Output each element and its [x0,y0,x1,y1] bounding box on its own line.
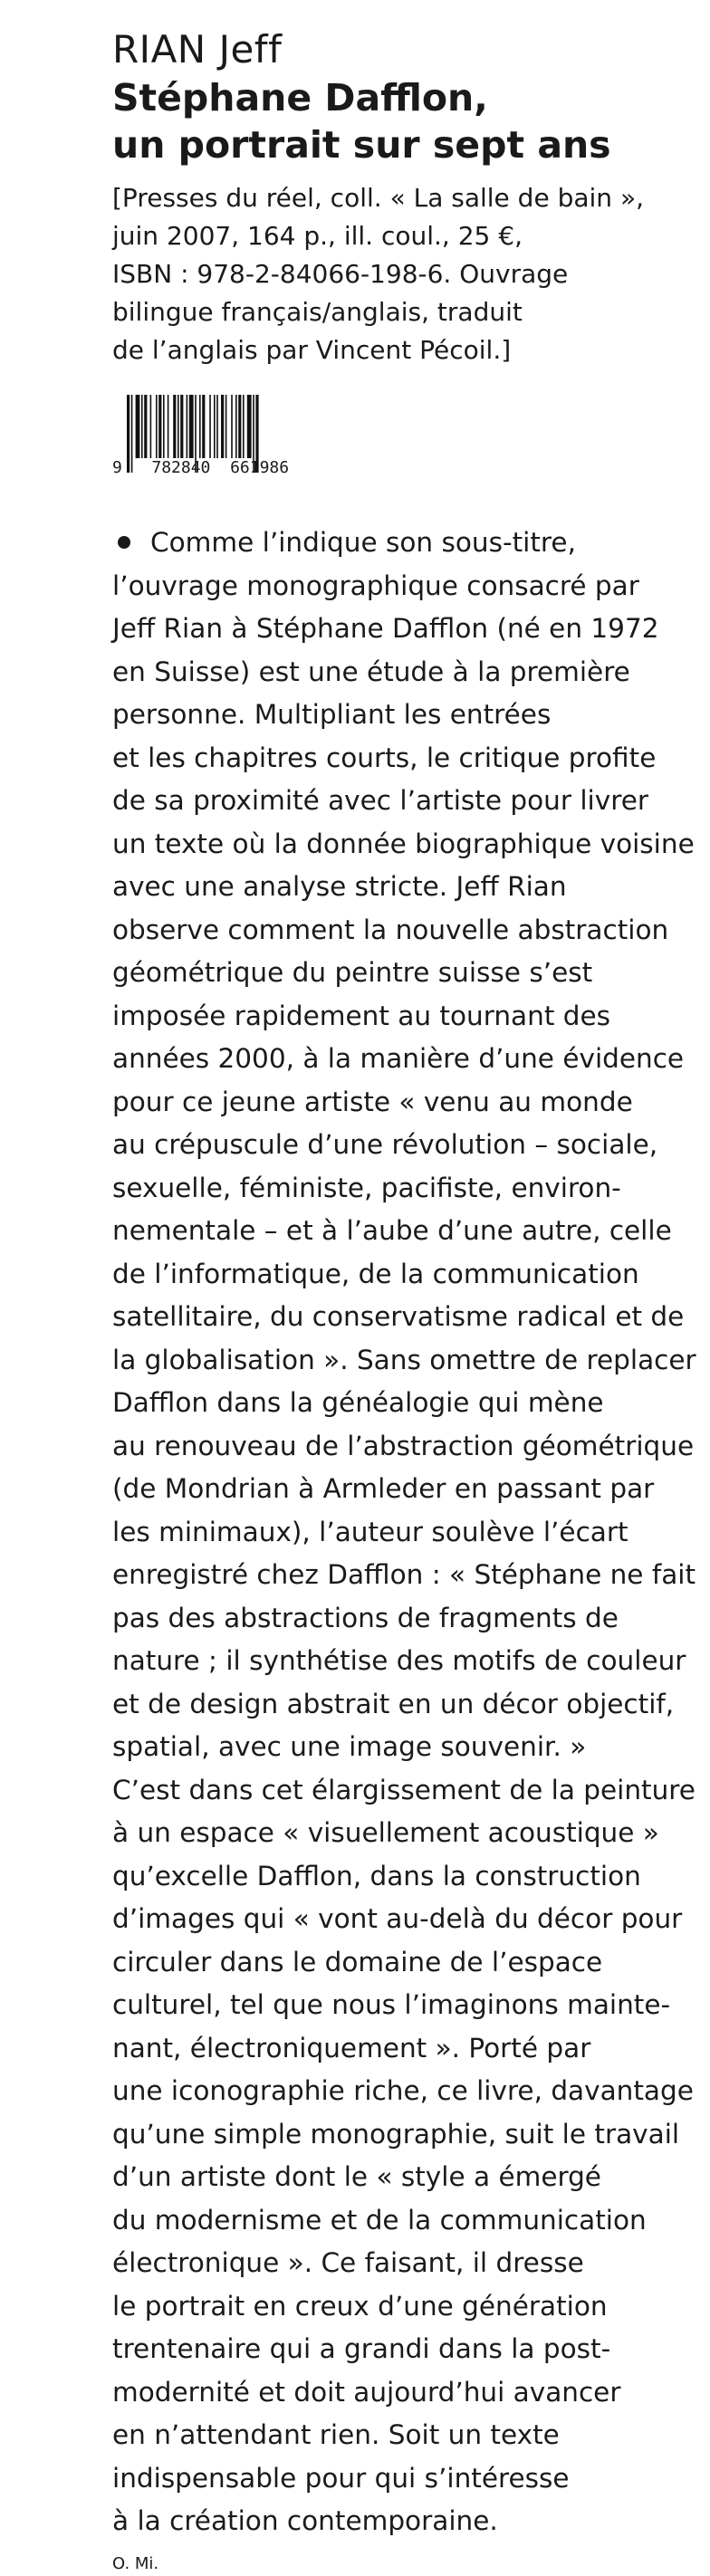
barcode-bar [202,395,205,458]
barcode-bar [225,395,227,458]
body-line [112,1081,692,1125]
meta-line: bilingue français/anglais, traduit [112,297,523,327]
body-line-text: de sa proximité avec l’artiste pour livrer [112,785,648,816]
body-line [112,780,692,823]
body-line-text: indispensable pour qui s’intéresse [112,2462,570,2494]
body-line [112,694,692,737]
body-line [112,2070,692,2113]
body-line [112,2027,692,2071]
body-line [112,737,692,780]
barcode-bar [158,395,161,458]
review-body [112,522,696,2543]
barcode-bar [141,395,143,458]
body-line-text: une iconographie riche, ce livre, davantage [112,2075,694,2106]
body-line-text: circuler dans le domaine de l’espace [112,1946,603,1977]
body-line [112,2113,692,2157]
barcode-bar [180,395,183,458]
body-line-text: en n’attendant rien. Soit un texte [112,2419,560,2450]
body-line-text: culturel, tel que nous l’imaginons mainte- [112,1989,671,2020]
body-line-text: qu’une simple monographie, suit le travail [112,2118,680,2150]
barcode-digits [112,458,289,478]
body-line [112,1167,692,1211]
body-line [112,1640,692,1683]
body-line [112,2457,692,2501]
body-line-text: nant, électroniquement ». Porté par [112,2032,591,2064]
body-line-text: un texte où la donnée biographique voisine [112,828,695,859]
barcode-bar [231,395,233,458]
body-line-text: satellitaire, du conservatisme radical et de [112,1301,685,1332]
body-line-text: qu’excelle Dafflon, dans la construction [112,1860,641,1891]
body-line [112,1597,692,1641]
body-line [112,2156,692,2199]
body-line [112,866,692,909]
body-line [112,651,692,694]
barcode-bar [156,395,158,458]
body-line-text: et les chapitres courts, le critique profite [112,742,657,773]
body-line [112,995,692,1039]
body-line-text: pas des abstractions de fragments de [112,1602,619,1633]
barcode-bar [189,395,194,458]
body-line [112,1683,692,1727]
barcode-bar [150,395,152,458]
body-line [112,522,692,565]
body-line [112,1038,692,1081]
body-line [112,2414,692,2457]
meta-line: juin 2007, 164 p., ill. coul., 25 €, [112,221,523,251]
body-line-text: avec une analyse stricte. Jeff Rian [112,871,567,902]
barcode-bar [199,395,201,458]
bullet-icon [118,536,130,549]
barcode-group-2: 661986 [230,458,290,477]
body-line [112,823,695,867]
body-line-text: modernité et doit aujourd’hui avancer [112,2376,621,2408]
body-line [112,952,692,995]
body-line-text: à un espace « visuellement acoustique » [112,1817,659,1848]
body-line-text: Comme l’indique son sous-titre, [150,527,576,558]
body-line-text: à la création contemporaine. [112,2505,498,2536]
barcode-bar [209,395,211,458]
body-line [112,2371,692,2415]
body-line-text: au renouveau de l’abstraction géométrique [112,1430,695,1461]
barcode-bar [144,395,147,458]
title-line: Stéphane Dafflon, [112,76,488,120]
body-line-text: l’ouvrage monographique consacré par [112,570,639,601]
body-line-text: imposée rapidement au tournant des [112,1000,611,1031]
body-line [112,1554,696,1597]
body-line [112,565,692,608]
body-line [112,608,692,651]
body-line [112,2500,692,2543]
body-line-text: et de design abstrait en un décor objectif, [112,1688,675,1719]
body-line-text: d’images qui « vont au-delà du décor pour [112,1903,683,1934]
body-line-text: personne. Multipliant les entrées [112,699,552,730]
body-line-text: Jeff Rian à Stéphane Dafflon (né en 1972 [112,613,659,644]
body-line [112,1769,696,1813]
body-line [112,2199,692,2243]
barcode-lead-digit: 9 [112,458,122,477]
body-line-text: C’est dans cet élargissement de la peinture [112,1774,696,1805]
body-line-text: nature ; il synthétise des motifs de couleur [112,1645,686,1676]
body-line [112,1210,692,1253]
barcode-bar [221,395,224,458]
body-line [112,1296,692,1339]
barcode-group-1: 782840 [151,458,211,477]
body-line-text: sexuelle, féministe, pacifiste, environ- [112,1172,621,1203]
body-line-text: années 2000, à la manière d’une évidence [112,1043,685,1074]
body-line-text: du modernisme et de la communication [112,2204,647,2236]
body-line-text: au crépuscule d’une révolution – sociale, [112,1129,658,1160]
barcode-bar [168,395,169,458]
meta-line: ISBN : 978-2-84066-198-6. Ouvrage [112,259,569,289]
body-line [112,1382,692,1425]
book-review [112,25,696,2576]
barcode-bar [136,395,140,458]
publication-details [112,179,692,369]
body-line-text: d’un artiste dont le « style a émergé [112,2161,601,2192]
body-line-text: en Suisse) est une étude à la première [112,656,630,687]
barcode-bar [187,395,188,458]
barcode-bar [216,395,218,458]
body-line-text: les minimaux), l’auteur soulève l’écart [112,1516,628,1547]
body-line-text: trentenaire qui a grandi dans la post- [112,2333,611,2364]
body-line-text: spatial, avec une image souvenir. » [112,1731,587,1762]
meta-line: [Presses du réel, coll. « La salle de bain », [112,183,644,213]
body-line [112,1984,692,2027]
body-line [112,1253,692,1297]
body-line-text: électronique ». Ce faisant, il dresse [112,2247,584,2278]
meta-line: de l’anglais par Vincent Pécoil.] [112,335,512,365]
barcode-bar [163,395,165,458]
body-line-text: enregistré chez Dafflon : « Stéphane ne fait [112,1559,696,1590]
body-line [112,1339,696,1383]
body-line [112,1941,692,1985]
book-title [112,74,692,168]
isbn-barcode [112,395,348,485]
body-line [112,1468,692,1511]
body-line [112,2242,692,2285]
barcode-bar [238,395,241,458]
body-line-text: observe comment la nouvelle abstraction [112,914,669,945]
title-line: un portrait sur sept ans [112,123,611,167]
body-line-text: la globalisation ». Sans omettre de replacer [112,1344,696,1375]
body-line-text: Dafflon dans la généalogie qui mène [112,1387,604,1418]
body-line [112,2285,692,2329]
body-line [112,1511,692,1555]
barcode-bar [214,395,216,458]
body-line-text: nementale – et à l’aube d’une autre, celle [112,1215,672,1246]
body-line-text: de l’informatique, de la communication [112,1258,639,1289]
body-line-text: le portrait en creux d’une génération [112,2290,608,2322]
body-line [112,1898,692,1941]
body-line [112,1124,692,1167]
body-line-text: (de Mondrian à Armleder en passant par [112,1473,655,1504]
body-line-text: géométrique du peintre suisse s’est [112,957,593,988]
barcode-bar [235,395,237,458]
review-author: RIAN Jeff [112,27,283,72]
body-line [112,1726,692,1769]
reviewer-signature: O. Mi. [112,2553,159,2573]
barcode-bar [178,395,179,458]
body-line [112,1425,695,1469]
body-line [112,909,692,953]
barcode-bar [243,395,245,458]
barcode-bar [173,395,176,458]
body-line [112,2328,692,2371]
body-line-text: pour ce jeune artiste « venu au monde [112,1086,633,1117]
barcode-bar [247,395,252,458]
body-line [112,1812,692,1855]
body-line [112,1855,692,1899]
